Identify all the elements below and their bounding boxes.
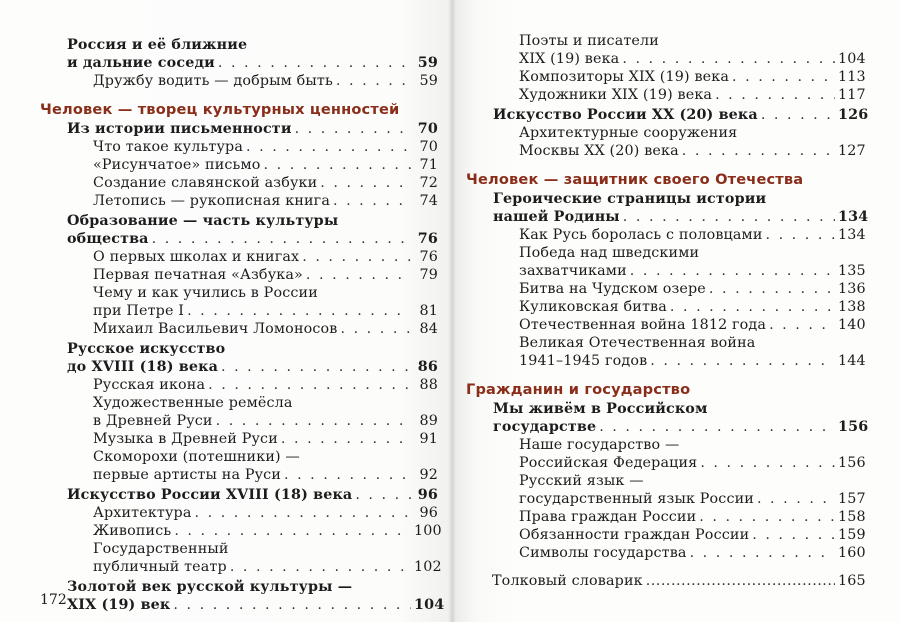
toc-entry — [93, 249, 438, 266]
toc-entry-title: Победа над шведскими — [519, 245, 700, 261]
toc-entry-title: Обязанности граждан России — [519, 527, 750, 543]
toc-entry — [519, 527, 866, 544]
toc-entry — [519, 33, 862, 50]
toc-entry-title: Архитектура — [93, 505, 192, 521]
toc-page-number: 86 — [417, 359, 438, 375]
toc-entry-title: Образование — часть культуры — [67, 213, 339, 229]
toc-topic — [67, 597, 445, 614]
toc-page-number: 165 — [838, 573, 866, 589]
dot-leader — [622, 51, 835, 68]
toc-entry — [519, 491, 866, 508]
toc-entry-title: Композиторы XIX (19) века — [519, 69, 730, 85]
toc-entry — [93, 523, 442, 540]
toc-topic — [67, 579, 438, 596]
dot-leader — [761, 107, 835, 124]
toc-entry-title: и дальние соседи — [67, 55, 215, 71]
toc-page-number: 136 — [838, 281, 866, 297]
toc-entry-title: в Древней Руси — [93, 413, 213, 429]
toc-page-number: 127 — [838, 143, 866, 159]
toc-page-number: 134 — [838, 209, 869, 225]
dot-leader — [355, 487, 411, 504]
dot-leader — [333, 193, 411, 210]
toc-topic — [67, 359, 438, 376]
toc-entry — [93, 321, 438, 338]
toc-page-number: 92 — [419, 467, 438, 483]
dot-leader — [766, 227, 836, 244]
toc-page-number: 76 — [419, 249, 438, 265]
dot-leader — [173, 597, 411, 614]
dot-leader — [218, 55, 411, 72]
toc-topic — [493, 191, 862, 208]
dot-leader — [623, 209, 835, 226]
toc-entry-title: Человек — творец культурных ценностей — [40, 101, 400, 118]
toc-entry-title: Великая Отечественная война — [519, 335, 756, 351]
toc-section-heading — [466, 171, 803, 188]
toc-entry — [93, 73, 438, 90]
toc-entry-title: Наше государство — — [519, 437, 680, 453]
toc-entry-title: Мы живём в Российском — [493, 401, 708, 417]
toc-entry-title: Права граждан России — [519, 509, 697, 525]
toc-entry — [519, 69, 866, 86]
toc-entry-title: Как Русь боролась с половцами — [519, 227, 763, 243]
dot-leader — [757, 491, 835, 508]
toc-entry-title: Отечественная война 1812 года — [519, 317, 767, 333]
toc-page-number: 89 — [419, 413, 438, 429]
dot-leader — [732, 69, 835, 86]
toc-entry — [519, 335, 862, 352]
toc-entry — [93, 505, 438, 522]
dot-leader — [306, 267, 411, 284]
dot-leader — [152, 231, 411, 248]
toc-page-number: 72 — [419, 175, 438, 191]
dot-leader — [187, 303, 411, 320]
toc-entry-title: О первых школах и книгах — [93, 249, 300, 265]
toc-page-number: 70 — [419, 139, 438, 155]
toc-entry — [93, 467, 438, 484]
toc-page-number: 79 — [419, 267, 438, 283]
toc-entry-title: Из истории письменности — [67, 121, 292, 137]
toc-entry-title: первые артисты на Руси — [93, 467, 281, 483]
toc-entry — [93, 193, 438, 210]
toc-entry — [519, 87, 866, 104]
toc-page-number: 91 — [419, 431, 438, 447]
dot-leader — [630, 263, 835, 280]
dot-leader — [174, 523, 411, 540]
toc-entry-title: государственный язык России — [519, 491, 754, 507]
toc-entry-title: Героические страницы истории — [493, 191, 767, 207]
toc-topic — [67, 213, 438, 230]
right-page — [452, 0, 900, 622]
toc-page-number: 96 — [419, 505, 438, 521]
toc-section-heading — [40, 101, 399, 118]
toc-entry — [93, 413, 438, 430]
dot-leader — [195, 505, 411, 522]
toc-page-number: 135 — [838, 263, 866, 279]
toc-page-number: 71 — [419, 157, 438, 173]
toc-entry — [93, 449, 438, 466]
toc-page-number: 102 — [414, 559, 442, 575]
toc-entry — [519, 545, 866, 562]
toc-entry — [519, 353, 866, 370]
toc-entry-title: Битва на Чудском озере — [519, 281, 706, 297]
toc-entry-title: Символы государства — [519, 545, 687, 561]
dot-leader — [336, 73, 411, 90]
toc-entry-title: Что такое культура — [93, 139, 244, 155]
toc-entry — [519, 299, 866, 316]
toc-topic — [493, 401, 862, 418]
dot-leader — [341, 321, 412, 338]
toc-page-number: 81 — [419, 303, 438, 319]
toc-page-number: 156 — [838, 455, 866, 471]
toc-entry-title: Летопись — рукописная книга — [93, 193, 330, 209]
toc-page-number: 88 — [419, 377, 438, 393]
toc-entry-title: Художники XIX (19) века — [519, 87, 713, 103]
toc-entry-title: 1941–1945 годов — [519, 353, 648, 369]
toc-entry-title: Золотой век русской культуры — — [67, 579, 353, 595]
toc-topic — [493, 209, 869, 226]
toc-entry — [519, 227, 866, 244]
dot-leader — [682, 143, 835, 160]
toc-entry — [519, 245, 862, 262]
toc-entry-title: «Рисунчатое» письмо — [93, 157, 261, 173]
toc-entry-title: нашей Родины — [493, 209, 620, 225]
toc-page-number: 104 — [838, 51, 866, 67]
toc-page-number: 159 — [838, 527, 866, 543]
toc-entry — [519, 317, 866, 334]
toc-page-number: 74 — [419, 193, 438, 209]
dot-leader — [670, 299, 835, 316]
toc-entry — [519, 473, 862, 490]
toc-entry-title: государстве — [493, 419, 597, 435]
toc-entry-title: Русский язык — — [519, 473, 644, 489]
dot-leader — [221, 359, 411, 376]
toc-topic — [67, 487, 438, 504]
toc-page-number: 158 — [838, 509, 866, 525]
dot-leader — [769, 317, 835, 334]
toc-entry — [519, 143, 866, 160]
toc-entry — [93, 377, 438, 394]
dot-leader — [281, 431, 411, 448]
dot-leader — [230, 559, 411, 576]
toc-entry-title: Живопись — [93, 523, 172, 539]
toc-entry — [93, 267, 438, 284]
toc-page-number: 100 — [414, 523, 442, 539]
toc-entry — [519, 509, 866, 526]
toc-entry-title: Поэты и писатели — [519, 33, 659, 49]
toc-entry-title: Куликовская битва — [519, 299, 667, 315]
toc-entry-title: XIX (19) века — [519, 51, 620, 67]
toc-entry-title: Толковый словарик — [492, 573, 643, 589]
page-number: 172 — [40, 592, 67, 608]
dot-leader — [690, 545, 835, 562]
toc-topic — [67, 121, 438, 138]
toc-topic — [67, 341, 438, 358]
dot-leader — [752, 527, 835, 544]
toc-entry-title: Государственный — [93, 541, 229, 557]
toc-entry-title: Искусство России XVIII (18) века — [67, 487, 353, 503]
toc-entry — [93, 175, 438, 192]
toc-entry-title: Человек — защитник своего Отечества — [466, 171, 804, 188]
toc-page-number: 96 — [417, 487, 438, 503]
toc-entry-title: Российская Федерация — [519, 455, 698, 471]
toc-entry-title: Первая печатная «Азбука» — [93, 267, 303, 283]
toc-page-number: 70 — [417, 121, 438, 137]
toc-entry-title: Русское искусство — [67, 341, 226, 357]
dot-leader — [709, 281, 835, 298]
dot-leader — [320, 175, 411, 192]
toc-entry — [93, 431, 438, 448]
toc-entry-title: Искусство России XX (20) века — [493, 107, 758, 123]
toc-page-number: 160 — [838, 545, 866, 561]
dot-leader — [646, 573, 835, 590]
toc-page-number: 84 — [419, 321, 438, 337]
toc-entry-title: общества — [67, 231, 149, 247]
toc-entry — [93, 139, 438, 156]
toc-page-number: 126 — [838, 107, 869, 123]
toc-entry-title: Чему и как учились в России — [93, 285, 318, 301]
toc-entry — [93, 157, 438, 174]
toc-entry — [93, 541, 438, 558]
toc-entry-title: Москвы XX (20) века — [519, 143, 679, 159]
toc-entry-title: Создание славянской азбуки — [93, 175, 318, 191]
toc-entry — [519, 125, 862, 142]
toc-page-number: 59 — [417, 55, 438, 71]
toc-entry — [93, 285, 438, 302]
toc-entry — [93, 559, 442, 576]
dot-leader — [264, 157, 411, 174]
toc-page-number: 117 — [838, 87, 866, 103]
toc-entry — [519, 51, 866, 68]
dot-leader — [599, 419, 835, 436]
toc-page-number: 134 — [838, 227, 866, 243]
toc-page-number: 113 — [838, 69, 866, 85]
dot-leader — [216, 413, 411, 430]
dot-leader — [700, 455, 835, 472]
dot-leader — [295, 121, 411, 138]
dot-leader — [715, 87, 835, 104]
toc-page-number: 144 — [838, 353, 866, 369]
dot-leader — [284, 467, 411, 484]
toc-entry-title: до XVIII (18) века — [67, 359, 218, 375]
toc-entry-title: Архитектурные сооружения — [519, 125, 738, 141]
toc-entry-title: Художественные ремёсла — [93, 395, 293, 411]
toc-entry — [93, 395, 438, 412]
toc-section-heading — [466, 381, 690, 398]
toc-entry — [519, 263, 866, 280]
dot-leader — [650, 353, 835, 370]
toc-page-number: 157 — [838, 491, 866, 507]
toc-topic — [67, 55, 438, 72]
toc-entry-title: при Петре I — [93, 303, 185, 319]
toc-page-number: 104 — [414, 597, 445, 613]
toc-entry — [519, 455, 866, 472]
book-gutter — [448, 0, 456, 622]
toc-topic — [67, 231, 438, 248]
toc-entry-title: Музыка в Древней Руси — [93, 431, 278, 447]
toc-page-number: 76 — [417, 231, 438, 247]
toc-entry-title: Россия и её ближние — [67, 37, 248, 53]
toc-entry — [519, 437, 862, 454]
toc-entry-title: публичный театр — [93, 559, 227, 575]
dot-leader — [699, 509, 835, 526]
toc-page-number: 59 — [419, 73, 438, 89]
toc-entry — [492, 573, 866, 590]
toc-entry-title: Дружбу водить — добрым быть — [93, 73, 333, 89]
toc-entry-title: XIX (19) век — [67, 597, 171, 613]
toc-entry-title: захватчиками — [519, 263, 627, 279]
toc-topic — [67, 37, 438, 54]
toc-entry-title: Гражданин и государство — [466, 381, 691, 398]
toc-page-number: 156 — [838, 419, 869, 435]
toc-page-number: 140 — [838, 317, 866, 333]
dot-leader — [246, 139, 411, 156]
toc-page-number: 138 — [838, 299, 866, 315]
toc-entry-title: Скоморохи (потешники) — — [93, 449, 300, 465]
dot-leader — [302, 249, 411, 266]
toc-topic — [493, 107, 869, 124]
toc-topic — [493, 419, 869, 436]
toc-entry-title: Михаил Васильевич Ломоносов — [93, 321, 338, 337]
toc-entry-title: Русская икона — [93, 377, 206, 393]
dot-leader — [208, 377, 411, 394]
toc-entry — [93, 303, 438, 320]
toc-entry — [519, 281, 866, 298]
